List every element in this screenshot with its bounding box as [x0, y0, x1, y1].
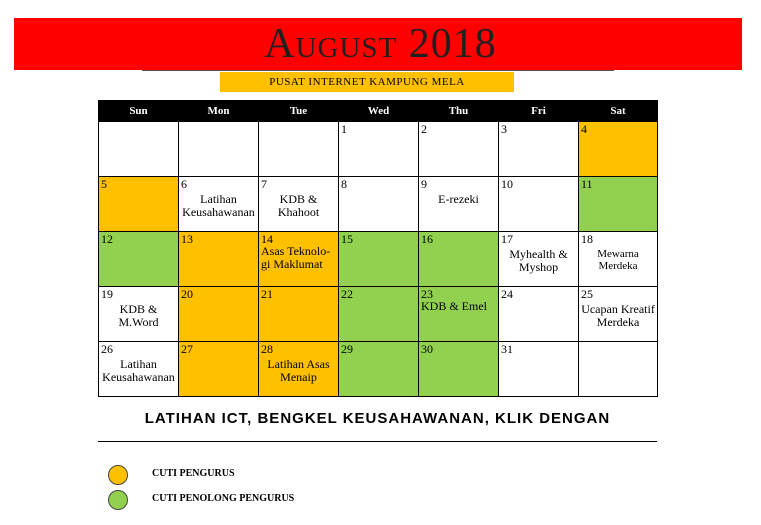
day-number: 25: [581, 287, 593, 301]
calendar-day-30: [419, 342, 499, 397]
day-number: 31: [501, 342, 513, 356]
day-number: 18: [581, 232, 593, 246]
day-event: Latihan Asas Menaip: [267, 357, 330, 384]
calendar-day-19: [99, 287, 179, 342]
calendar-day-16: [419, 232, 499, 287]
calendar-day-24: [499, 287, 579, 342]
calendar-day-29: [339, 342, 419, 397]
day-event: Latihan Keusahawanan: [182, 192, 255, 219]
day-event: Mewarna Merdeka: [597, 248, 639, 272]
day-number: 16: [421, 232, 433, 246]
weekday-header-row: [99, 101, 658, 122]
green-dot-icon: [108, 490, 128, 510]
day-number: 4: [581, 122, 587, 136]
calendar-day-13: [179, 232, 259, 287]
calendar-day-3: [499, 122, 579, 177]
calendar-week-row: [99, 342, 658, 397]
day-number: 23: [421, 287, 433, 301]
calendar-week-row: [99, 287, 658, 342]
day-number: 1: [341, 122, 347, 136]
calendar-day-31: [499, 342, 579, 397]
calendar-day-28: [259, 342, 339, 397]
calendar-day-5: [99, 177, 179, 232]
day-event: Asas Teknolo-gi Maklumat: [261, 244, 331, 271]
calendar-day-10: [499, 177, 579, 232]
day-event: KDB & Khahoot: [277, 192, 320, 219]
calendar-empty-cell: [259, 122, 339, 177]
calendar-day-15: [339, 232, 419, 287]
page-title: August 2018: [264, 21, 497, 67]
weekday-header: Sat: [579, 101, 658, 122]
calendar-day-17: [499, 232, 579, 287]
footer-divider: [98, 441, 657, 442]
calendar-day-22: [339, 287, 419, 342]
day-event: Myhealth & Myshop: [509, 247, 568, 274]
title-underline: [142, 70, 614, 71]
day-event: Latihan Keusahawanan: [102, 357, 175, 384]
day-number: 6: [181, 177, 187, 191]
calendar-empty-cell: [179, 122, 259, 177]
calendar-day-20: [179, 287, 259, 342]
weekday-header: Fri: [499, 101, 579, 122]
calendar-day-6: [179, 177, 259, 232]
day-number: 14: [261, 232, 273, 246]
day-number: 10: [501, 177, 513, 191]
calendar-grid: [98, 100, 658, 397]
calendar-day-9: [419, 177, 499, 232]
day-event: E-rezeki: [438, 192, 479, 206]
calendar-day-21: [259, 287, 339, 342]
day-number: 3: [501, 122, 507, 136]
day-number: 8: [341, 177, 347, 191]
calendar-day-11: [579, 177, 658, 232]
day-number: 22: [341, 287, 353, 301]
calendar-empty-cell: [579, 342, 658, 397]
day-event: Ucapan Kreatif Merdeka: [581, 302, 655, 329]
calendar-day-7: [259, 177, 339, 232]
calendar-day-18: [579, 232, 658, 287]
calendar-day-4: [579, 122, 658, 177]
subtitle-bar: PUSAT INTERNET KAMPUNG MELA: [220, 72, 514, 92]
calendar-week-row: [99, 122, 658, 177]
calendar-day-2: [419, 122, 499, 177]
calendar-day-23: [419, 287, 499, 342]
day-number: 26: [101, 342, 113, 356]
calendar-empty-cell: [99, 122, 179, 177]
day-number: 24: [501, 287, 513, 301]
day-number: 29: [341, 342, 353, 356]
day-number: 30: [421, 342, 433, 356]
day-number: 19: [101, 287, 113, 301]
weekday-header: Sun: [99, 101, 179, 122]
calendar-day-25: [579, 287, 658, 342]
day-number: 9: [421, 177, 427, 191]
day-number: 2: [421, 122, 427, 136]
calendar-day-1: [339, 122, 419, 177]
calendar-week-row: [99, 232, 658, 287]
day-event: KDB & M.Word: [118, 302, 159, 329]
orange-dot-icon: [108, 465, 128, 485]
calendar-day-12: [99, 232, 179, 287]
day-number: 28: [261, 342, 273, 356]
day-number: 12: [101, 232, 113, 246]
calendar-day-8: [339, 177, 419, 232]
calendar-day-26: [99, 342, 179, 397]
day-number: 11: [581, 177, 593, 191]
day-number: 7: [261, 177, 267, 191]
calendar-week-row: [99, 177, 658, 232]
calendar-day-27: [179, 342, 259, 397]
calendar-day-14: [259, 232, 339, 287]
day-event: KDB & Emel: [421, 299, 487, 313]
weekday-header: Mon: [179, 101, 259, 122]
day-number: 15: [341, 232, 353, 246]
day-number: 5: [101, 177, 107, 191]
day-number: 27: [181, 342, 193, 356]
day-number: 13: [181, 232, 193, 246]
weekday-header: Tue: [259, 101, 339, 122]
day-number: 20: [181, 287, 193, 301]
weekday-header: Thu: [419, 101, 499, 122]
footer-title: LATIHAN ICT, BENGKEL KEUSAHAWANAN, KLIK DENGAN: [144, 410, 611, 427]
legend-label: CUTI PENGURUS: [152, 468, 235, 479]
legend-label: CUTI PENOLONG PENGURUS: [152, 493, 295, 504]
weekday-header: Wed: [339, 101, 419, 122]
day-number: 17: [501, 232, 513, 246]
day-number: 21: [261, 287, 273, 301]
